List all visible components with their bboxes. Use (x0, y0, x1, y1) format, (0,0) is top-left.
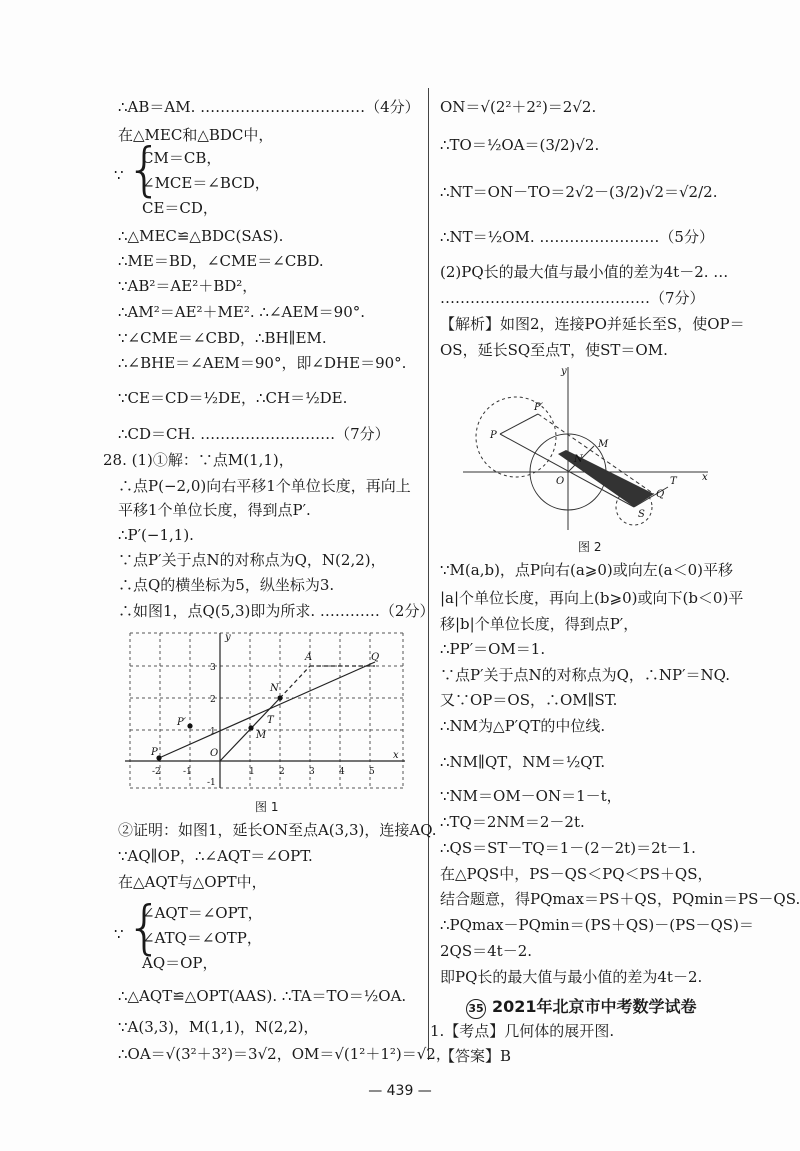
line-PS (500, 434, 634, 507)
tick-x: 4 (339, 767, 345, 777)
text-line: ∴△AQT≌△OPT(AAS). ∴TA＝TO＝½OA. (118, 987, 407, 1005)
label-P-prime: P′ (177, 717, 186, 728)
segment-PP-prime (500, 414, 538, 434)
text-line: ∵AB²＝AE²＋BD²， (118, 277, 258, 295)
label-Q: Q (371, 652, 380, 663)
brace-item: AQ＝OP， (142, 954, 218, 972)
figure-1-caption: 图 1 (255, 800, 279, 814)
label-y: y (561, 366, 567, 377)
section-number: 35 (466, 999, 486, 1019)
tick-y: 3 (210, 663, 216, 673)
text-line: ∴点Q的横坐标为5，纵坐标为3. (118, 576, 335, 594)
text-line: ∴CD＝CH. ………………………（7分） (118, 425, 390, 443)
brace-item: ∠MCE＝∠BCD， (142, 174, 270, 192)
text-line: ∴QS＝ST－TQ＝1－(2－2t)＝2t－1. (440, 839, 696, 857)
text-line: ……………………………………（7分） (440, 289, 705, 307)
text-line: ∴NT＝½OM. ……………………（5分） (440, 228, 714, 246)
shaded-region (558, 450, 654, 507)
text-line: ON＝√(2²＋2²)＝2√2. (440, 98, 597, 116)
text-line: ∴PQmax－PQmin＝(PS＋QS)－(PS－QS)＝ (440, 916, 754, 934)
text-line: 【答案】B (440, 1047, 512, 1065)
text-line: ∵点P′关于点N的对称点为Q，∴NP′＝NQ. (440, 666, 730, 684)
text-line: 在△MEC和△BDC中， (118, 126, 274, 144)
tick-x: 1 (249, 767, 255, 777)
text-line: ∵NM＝OM－ON＝1－t， (440, 787, 622, 805)
text-line: ∵点P′关于点N的对称点为Q，N(2,2)， (118, 551, 386, 569)
figure-2-caption: 图 2 (578, 540, 602, 554)
text-line: ∴AB＝AM. ……………………………（4分） (118, 98, 420, 116)
brace-item: ∠ATQ＝∠OTP， (142, 929, 262, 947)
text-line: ②证明：如图1，延长ON至点A(3,3)，连接AQ. (118, 821, 437, 839)
text-line: ∴AM²＝AE²＋ME². ∴∠AEM＝90°. (118, 303, 366, 321)
tick-x: -2 (152, 767, 161, 777)
tick-y: 2 (210, 695, 216, 705)
label-y: y (225, 632, 231, 643)
label-T: T (267, 715, 274, 726)
column-divider (428, 88, 429, 1060)
line-PQ (159, 662, 375, 758)
text-line: ∴△MEC≌△BDC(SAS). (118, 227, 284, 245)
text-line: ∴ME＝BD，∠CME＝∠CBD. (118, 252, 324, 270)
label-P-prime: P′ (534, 402, 543, 413)
text-line: (2)PQ长的最大值与最小值的差为4t－2. … (440, 263, 729, 281)
label-P: P (151, 747, 158, 758)
tick-x: 5 (369, 767, 375, 777)
figure-1 (125, 628, 410, 793)
text-line: |a|个单位长度，再向上(b⩾0)或向下(b＜0)平 (440, 589, 744, 607)
text-line: ∴NT＝ON－TO＝2√2－(3/2)√2＝√2/2. (440, 183, 718, 201)
section-heading (466, 994, 697, 1019)
label-P: P (490, 430, 497, 441)
text-line: 移|b|个单位长度，得到点P′， (440, 615, 639, 633)
text-line: 在△PQS中，PS－QS＜PQ＜PS＋QS， (440, 865, 713, 883)
label-M: M (598, 439, 609, 450)
brace-because: ∵ (114, 166, 124, 184)
label-M: M (256, 730, 267, 741)
page-number: — 439 — (368, 1083, 432, 1099)
tick-x: -1 (183, 767, 192, 777)
left-brace: { (126, 893, 163, 961)
text-line: ∵CE＝CD＝½DE，∴CH＝½DE. (118, 389, 348, 407)
label-Q: Q (656, 489, 665, 500)
text-line: ∴点P(−2,0)向右平移1个单位长度，再向上 (118, 477, 411, 495)
text-line: 在△AQT与△OPT中， (118, 873, 267, 891)
text-line: ∴PP′＝OM＝1. (440, 640, 546, 658)
point-N (277, 695, 282, 700)
text-line: ∴如图1，点Q(5,3)即为所求. …………（2分） (118, 602, 435, 620)
point-M (248, 725, 253, 730)
circle-P (476, 397, 556, 477)
text-line: ∴TO＝½OA＝(3/2)√2. (440, 136, 600, 154)
text-line: ∴NM∥QT，NM＝½QT. (440, 753, 606, 771)
section-title: 2021年北京市中考数学试卷 (492, 997, 697, 1016)
label-x: x (393, 750, 399, 761)
text-line: ∵AQ∥OP，∴∠AQT＝∠OPT. (118, 847, 313, 865)
left-brace: { (126, 135, 163, 203)
text-line: 又∵OP＝OS，∴OM∥ST. (440, 691, 618, 709)
text-line: 结合题意，得PQmax＝PS＋QS，PQmin＝PS－QS. (440, 890, 800, 908)
tick-y: -1 (207, 778, 216, 788)
label-x: x (702, 472, 708, 483)
tick-y: 1 (210, 727, 216, 737)
text-line: 28. (1)①解：∵点M(1,1)， (103, 451, 294, 469)
text-line: 2QS＝4t－2. (440, 942, 532, 960)
text-line: 【解析】如图2，连接PO并延长至S，使OP＝ (440, 315, 745, 333)
point-P-prime (187, 723, 192, 728)
brace-item: ∠AQT＝∠OPT， (142, 904, 263, 922)
brace-because: ∵ (114, 925, 124, 943)
figure-2 (458, 362, 718, 532)
text-line: ∵M(a,b)，点P向右(a⩾0)或向左(a＜0)平移 (440, 561, 733, 579)
text-line: ∴TQ＝2NM＝2－2t. (440, 813, 585, 831)
tick-x: 3 (309, 767, 315, 777)
text-line: 平移1个单位长度，得到点P′. (118, 501, 311, 519)
label-O: O (556, 476, 565, 487)
text-line: OS，延长SQ至点T，使ST＝OM. (440, 341, 668, 359)
text-line: 1.【考点】几何体的展开图. (430, 1022, 615, 1040)
label-O: O (210, 748, 219, 759)
text-line: ∴OA＝√(3²＋3²)＝3√2，OM＝√(1²＋1²)＝√2， (118, 1045, 451, 1063)
label-N: N (270, 683, 279, 694)
text-line: ∴P′(−1,1). (118, 526, 194, 544)
text-line: 即PQ长的最大值与最小值的差为4t－2. (440, 968, 703, 986)
brace-item: CE＝CD， (142, 199, 218, 217)
brace-item: CM＝CB， (142, 149, 222, 167)
text-line: ∵A(3,3)，M(1,1)，N(2,2)， (118, 1018, 319, 1036)
label-N: N (574, 454, 583, 465)
text-line: ∵∠CME＝∠CBD，∴BH∥EM. (118, 329, 327, 347)
label-A: A (305, 652, 313, 663)
tick-x: 2 (279, 767, 285, 777)
label-T: T (670, 476, 677, 487)
text-line: ∴∠BHE＝∠AEM＝90°，即∠DHE＝90°. (118, 354, 407, 372)
text-line: ∴NM为△P′QT的中位线. (440, 717, 606, 735)
label-S: S (638, 509, 645, 520)
